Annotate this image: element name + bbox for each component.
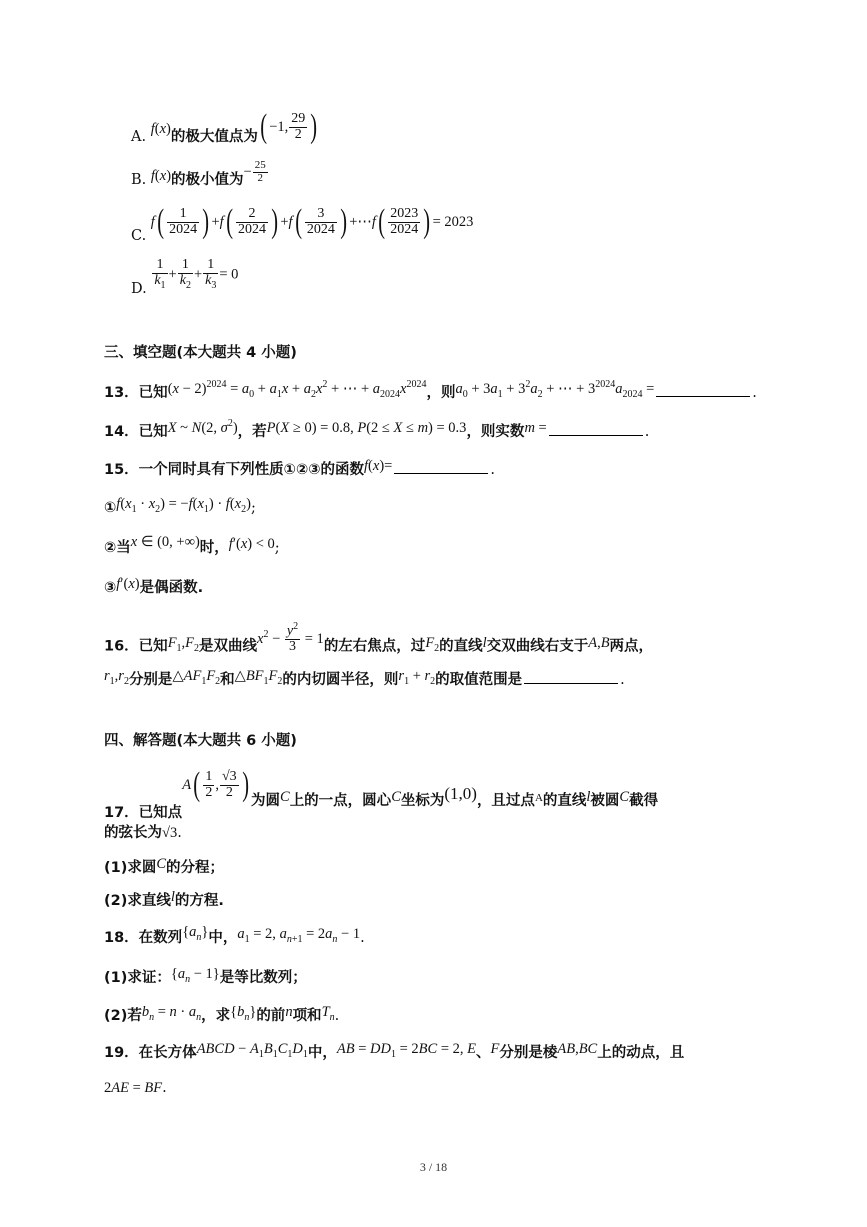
option-a: A. f(x)的极大值点为( −1, $\frac{29}{2}$ ) xyxy=(131,108,318,145)
question-17-part-1: (1)求圆C的分程； xyxy=(104,856,225,876)
section-3-title: 三、填空题(本大题共 4 小题) xyxy=(104,345,297,361)
section-4-title: 四、解答题(本大题共 6 小题) xyxy=(104,733,297,749)
answer-blank-15[interactable] xyxy=(394,472,488,474)
option-d: D. $\frac{1}{k_1}$ + $\frac{1}{k_2}$ + $\frac{1}{k_3}$ = 0 xyxy=(131,257,239,297)
question-19-line-1: 19．在长方体ABCD − $A_1B_1C_1D_1$中，AB = $DD_1 = 2BC = 2$, E、F分别是棱AB,BC上的动点，且 xyxy=(104,1041,685,1061)
option-c: C. f( $\frac{1}{2024}$ ) +f( $\frac{2}{2024}$ ) +f( $\frac{3}{2024}$ ) +⋯f( $\frac{2023}{2024}$ ) = 2023 xyxy=(131,203,474,244)
option-a-label: A. xyxy=(131,129,147,145)
condition-1: $①f(x_1 \cdot x_2) = -f(x_1) \cdot f(x_2)$; xyxy=(104,496,256,516)
condition-3: ③f′(x)是偶函数. xyxy=(104,576,204,596)
question-17-line-1: 17．已知点A( $\frac{1}{2}$ , $\frac{√3}{2}$ ) 为圆C上的一点，圆心C坐标为(1,0)，且过点$_A$的直线l被圆C截得 xyxy=(104,766,659,821)
question-17-part-2: (2)求直线l的方程. xyxy=(104,889,224,909)
option-a-math: f xyxy=(150,121,155,137)
option-d-label: D. xyxy=(131,280,147,297)
question-16-line-2: $r_1,r_2$分别是$\triangle AF_1F_2$和$\triangle BF_1F_2$的内切圆半径，则$r_1 + r_2$的取值范围是 . xyxy=(104,668,625,688)
question-16-line-1: 16．已知$F_1,F_2$是双曲线$x^2$ − $\frac{y^2}{3}$ = 1的左右焦点，过$F_2$的直线l交双曲线右支于A,B两点， xyxy=(104,621,654,655)
question-13: 13．已知$(x - 2)^{2024} = a_0 + a_1x + a_2x^2$ + ⋯ + $a_{2024}x^{2024}$，则$a_0 + 3a_1 + 3^2a_2$ + ⋯ + $3^{2024}a_{2024}$ = . xyxy=(104,379,757,401)
answer-blank-16[interactable] xyxy=(524,682,618,684)
question-19-line-2: 2AE = BF. xyxy=(104,1080,167,1096)
answer-blank-13[interactable] xyxy=(656,395,750,397)
answer-blank-14[interactable] xyxy=(549,434,643,436)
question-17-line-2: 的弦长为√3. xyxy=(104,825,182,841)
option-b: B. f(x)的极小值为− $\frac{25}{2}$ xyxy=(131,159,266,189)
question-18-part-2: (2)若$b_n = n \cdot a_n$，求$\{b_n\}$的前n项和$T_n$. xyxy=(104,1004,340,1024)
page-number: 3 / 18 xyxy=(419,1160,448,1174)
condition-2: ②当x ∈ (0, +∞)时，f′(x) < 0; xyxy=(104,534,280,556)
option-b-label: B. xyxy=(131,172,147,189)
question-18: 18．在数列$\{a_n\}$中，$a_1 = 2$, $a_{n+1} = 2a_n - 1$. xyxy=(104,924,365,946)
question-14: 14．已知X ~ N(2, $\sigma^2$)，若P(X ≥ 0) = 0.8, P(2 ≤ X ≤ m) = 0.3，则实数m = . xyxy=(104,418,650,440)
question-18-part-1: (1)求证：$\{a_n - 1\}$是等比数列； xyxy=(104,966,307,986)
option-c-label: C. xyxy=(131,228,147,244)
question-15: 15．一个同时具有下列性质①②③的函数f(x)= . xyxy=(104,458,495,478)
